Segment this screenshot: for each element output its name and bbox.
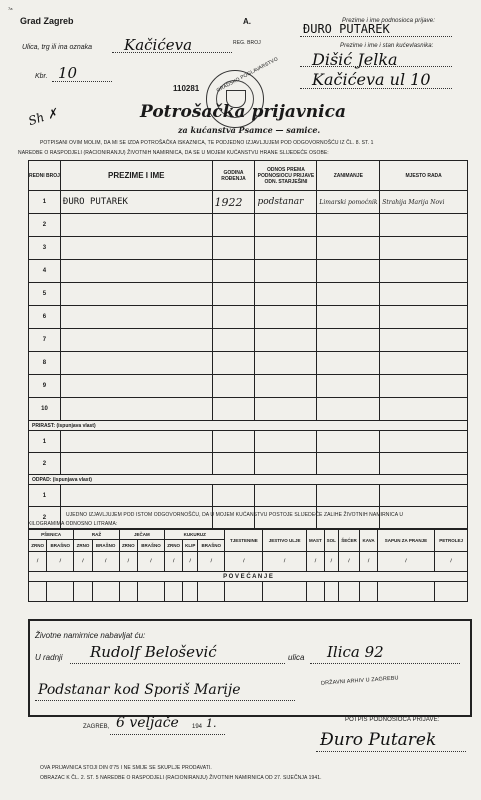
corner-mark: 7a xyxy=(8,6,13,11)
row-number: 5 xyxy=(29,283,61,306)
street-value: Kačićeva xyxy=(124,36,193,54)
group-barley: JEČAM xyxy=(119,530,164,540)
signature-value: Đuro Putarek xyxy=(320,730,437,750)
form-title: Potrošačka prijavnica xyxy=(140,102,346,122)
stock-statement-line1: UJEDNO IZJAVLJUJEM POD ISTOM ODGOVORNOŠĆU, DA U MOJEM KUĆANSTVU POSTOJE SLIJEDEĆE ZALIHE ŽIVOTNIH NAMIRNICA U xyxy=(66,512,404,518)
sub-flour: BRAŠNO xyxy=(92,540,119,552)
table-header-row xyxy=(29,161,468,191)
group-wheat: PŠENICA xyxy=(29,530,74,540)
signature-label: POTPIS PODNOSIOCA PRIJAVE: xyxy=(345,717,440,723)
header-name: PREZIME I IME xyxy=(60,161,212,191)
person-workplace: Strahija Marija Novi xyxy=(380,191,468,214)
submitter-line xyxy=(300,36,452,37)
group-salt: SOL xyxy=(325,530,339,552)
purchase-street-value: Ilica 92 xyxy=(327,643,384,661)
prirast-row xyxy=(29,421,468,431)
table-row xyxy=(29,375,468,398)
row-number: 1 xyxy=(29,191,61,214)
sub-flour: BRAŠNO xyxy=(137,540,164,552)
group-kerosene: PETROLEJ xyxy=(435,530,468,552)
serial-number: 110281 xyxy=(173,84,200,93)
header-occupation: ZANIMANJE xyxy=(317,161,380,191)
form-subtitle: za kućanstva Psamce — samice. xyxy=(178,125,321,135)
reg-number-label: REG. BROJ xyxy=(233,40,261,46)
group-sugar: ŠEĆER xyxy=(338,530,360,552)
table-row xyxy=(29,191,468,214)
shop-line xyxy=(70,663,285,664)
row-number: 2 xyxy=(29,507,61,529)
odpad-label: ODPAD: (ispunjava vlast) xyxy=(29,475,468,485)
row-number: 10 xyxy=(29,398,61,421)
year-prefix: 194 xyxy=(192,724,203,730)
section-letter: A. xyxy=(243,17,251,26)
sub-grain: ZRNO xyxy=(165,540,183,552)
ration-values-row: / / / / / / / / / / / / / / / / / xyxy=(29,552,468,572)
ration-increase-row xyxy=(29,572,468,582)
ration-increase-values-row xyxy=(29,582,468,602)
group-oil: JESTIVO ULJE xyxy=(263,530,306,552)
prirast-label: PRIRAST: (ispunjava vlast) xyxy=(29,421,468,431)
date-line xyxy=(110,734,225,735)
header-relation: ODNOS PREMA PODNOSIOCU PRIJAVE ODN. STARJEŠINI xyxy=(255,161,317,191)
intro-line1: POTPISANI OVIM MOLIM, DA MI SE IZDA POTROŠAČKA ISKAZNICA, TE PODJEDNO IZJAVLJUJEM POD ODGOVORNOŠĆU IZ ČL. 8. ST. 1 xyxy=(40,140,374,146)
sub-flour: BRAŠNO xyxy=(47,540,74,552)
row-number: 2 xyxy=(29,214,61,237)
odpad-row xyxy=(29,475,468,485)
sub-flour: BRAŠNO xyxy=(198,540,225,552)
group-corn: KUKURUZ xyxy=(165,530,225,540)
sub-grain: ZRNO xyxy=(29,540,47,552)
table-row xyxy=(29,237,468,260)
footer-line2: OBRAZAC K ČL. 2. ST. 5 NAREDBE O RASPODJELI (RACIONIRANJU) ŽIVOTNIH NAMIRNICA OD 27. SIJEČNJA 1941. xyxy=(40,775,322,781)
row-number: 7 xyxy=(29,329,61,352)
persons-table xyxy=(28,160,468,529)
table-row xyxy=(29,485,468,507)
person-occupation: Limarski pomoćnik xyxy=(317,191,380,214)
group-pasta: TJESTENINE xyxy=(225,530,263,552)
archive-stamp: DRŽAVNI ARHIV U ZAGREBU xyxy=(320,675,399,687)
owner-line1-rule xyxy=(300,66,452,67)
table-row xyxy=(29,306,468,329)
footer-line1: OVA PRIJAVNICA STOJI DIN 0'75 I NE SMIJE SE SKUPLJE PRODAVATI. xyxy=(40,765,212,771)
purchase-box xyxy=(28,619,472,717)
header-workplace: MJESTO RADA xyxy=(380,161,468,191)
owner-line2: Kačićeva ul 10 xyxy=(312,70,431,89)
row-number: 8 xyxy=(29,352,61,375)
house-number-value: 10 xyxy=(58,64,78,82)
purchase-note: Podstanar kod Sporiš Marije xyxy=(38,682,241,698)
header-ordinal: REDNI BROJ xyxy=(29,161,61,191)
group-lard: MAST xyxy=(306,530,324,552)
group-coffee: KAVA xyxy=(360,530,377,552)
table-row xyxy=(29,352,468,375)
increase-label: P O V E Ć A N J E xyxy=(29,572,468,582)
table-row xyxy=(29,214,468,237)
owner-line1: Dišić Jelka xyxy=(312,50,398,69)
sub-cob: KLIP xyxy=(183,540,198,552)
purchase-label: Životne namirnice nabavljat ću: xyxy=(35,631,146,640)
header-birth-year: GODINA ROĐENJA xyxy=(212,161,255,191)
person-relation: podstanar xyxy=(255,191,317,214)
stock-statement-line2: KILOGRAMIMA ODNOSNO LITRAMA: xyxy=(28,521,118,527)
sub-grain: ZRNO xyxy=(74,540,92,552)
table-row xyxy=(29,283,468,306)
margin-note: Sh ✗ xyxy=(26,105,60,129)
table-row xyxy=(29,260,468,283)
house-number-label: Kbr. xyxy=(35,73,48,80)
sub-grain: ZRNO xyxy=(119,540,137,552)
row-number: 2 xyxy=(29,453,61,475)
city-label: Grad Zagreb xyxy=(20,16,74,26)
place-label: ZAGREB, xyxy=(83,724,110,730)
ration-group-row xyxy=(29,530,468,540)
row-number: 6 xyxy=(29,306,61,329)
signature-line xyxy=(316,751,466,752)
table-row xyxy=(29,398,468,421)
submitter-label: Prezime i ime podnosioca prijave: xyxy=(342,18,436,24)
group-soap: SAPUN ZA PRANJE xyxy=(377,530,434,552)
shop-label: U radnji xyxy=(35,653,63,662)
row-number: 1 xyxy=(29,485,61,507)
food-stock-table xyxy=(28,529,468,602)
person-name: ĐURO PUTAREK xyxy=(60,191,212,214)
owner-line2-rule xyxy=(300,88,452,89)
street-label: Ulica, trg ili ina oznaka xyxy=(22,44,93,51)
table-row xyxy=(29,329,468,352)
submitter-value: ĐURO PUTAREK xyxy=(303,22,390,36)
table-row xyxy=(29,431,468,453)
row-number: 9 xyxy=(29,375,61,398)
row-number: 1 xyxy=(29,431,61,453)
year-digit: 1. xyxy=(206,717,217,730)
purchase-note-line xyxy=(35,700,295,701)
intro-line2: NAREDBE O RASPODJELI (RACIONIRANJU) ŽIVOTNIH NAMIRNICA, DA SE U MOJEM KUĆANSTVU HRANE SLIJEDEĆE OSOBE: xyxy=(18,150,329,156)
group-rye: RAŽ xyxy=(74,530,119,540)
row-number: 4 xyxy=(29,260,61,283)
person-birth-year: 1922 xyxy=(212,191,255,214)
table-row xyxy=(29,453,468,475)
date-value: 6 veljače xyxy=(116,715,179,731)
shop-value: Rudolf Belošević xyxy=(90,643,217,661)
purchase-street-label: ulica xyxy=(288,653,305,662)
owner-label: Prezime i ime i stan kućevlasnika: xyxy=(340,43,434,49)
stamp-text: GRADSKO POGLAVARSTVO xyxy=(215,56,280,94)
purchase-street-line xyxy=(310,663,460,664)
row-number: 3 xyxy=(29,237,61,260)
